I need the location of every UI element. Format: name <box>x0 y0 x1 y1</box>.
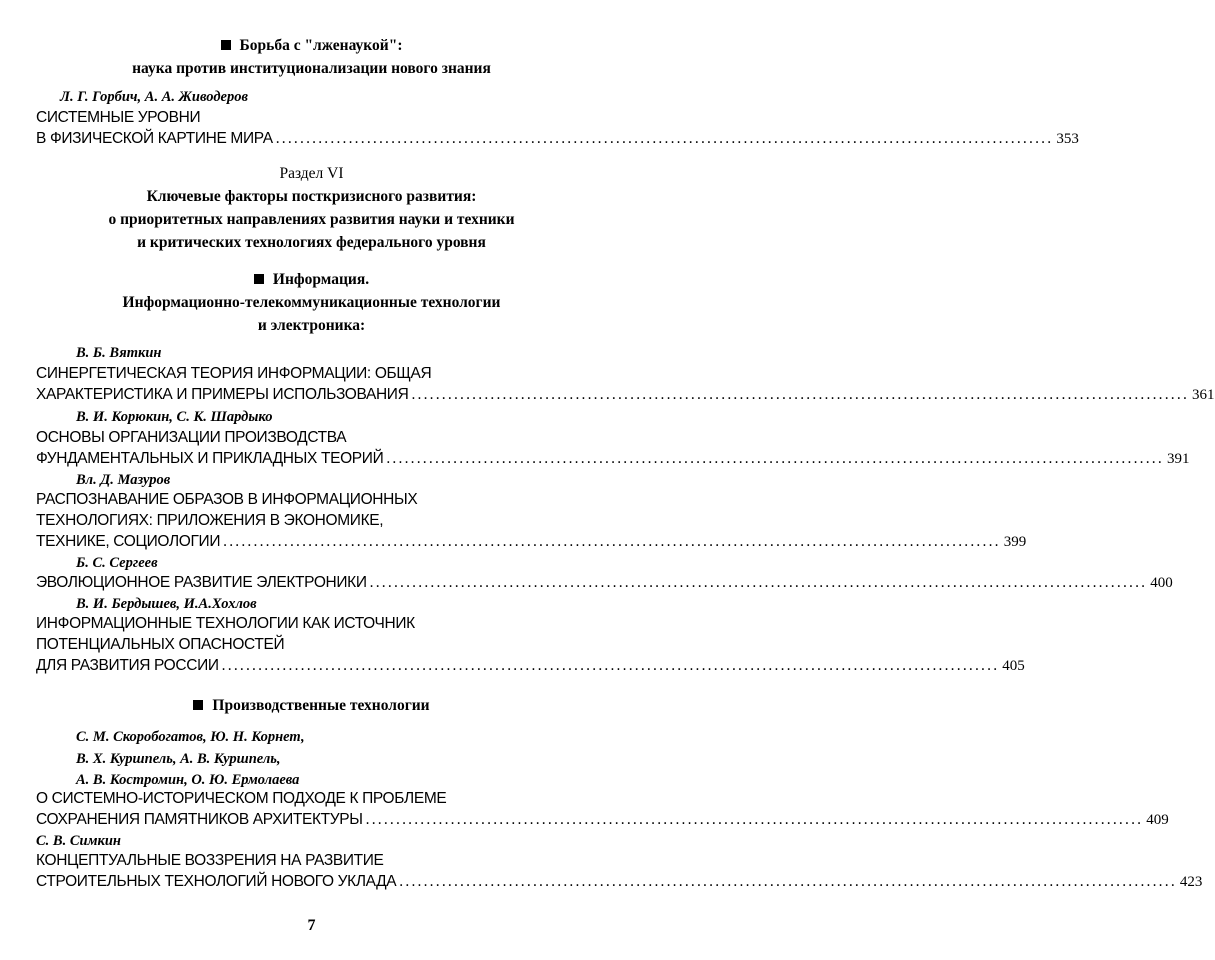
entry-authors: В. Б. Вяткин <box>76 345 162 361</box>
leader-dots: ................................................................................................................................ <box>275 130 1054 147</box>
entry-title-line: ИНФОРМАЦИОННЫЕ ТЕХНОЛОГИИ КАК ИСТОЧНИК <box>36 615 415 632</box>
section-heading-line2: наука против институционализации нового знания <box>132 60 491 77</box>
entry-title-line: ДЛЯ РАЗВИТИЯ РОССИИ <box>36 657 219 674</box>
square-bullet-icon <box>221 40 231 50</box>
entry-authors: С. В. Симкин <box>36 833 121 849</box>
part-title-line: и критических технологиях федерального уровня <box>137 234 486 251</box>
section-heading-text: Информация. <box>272 271 370 288</box>
entry-title-line: СИНЕРГЕТИЧЕСКАЯ ТЕОРИЯ ИНФОРМАЦИИ: ОБЩАЯ <box>36 365 432 382</box>
entry-title-line: ФУНДАМЕНТАЛЬНЫХ И ПРИКЛАДНЫХ ТЕОРИЙ <box>36 450 384 467</box>
entry-title-line: В ФИЗИЧЕСКОЙ КАРТИНЕ МИРА <box>36 130 273 147</box>
entry-title-line: СОХРАНЕНИЯ ПАМЯТНИКОВ АРХИТЕКТУРЫ <box>36 811 363 828</box>
leader-dots: ................................................................................................................................ <box>386 450 1164 467</box>
leader-dots: ................................................................................................................................ <box>223 533 1001 550</box>
page-ref: 405 <box>1002 658 1025 674</box>
entry-authors: Л. Г. Горбич, А. А. Живодеров <box>60 89 248 105</box>
entry-authors: Вл. Д. Мазуров <box>76 472 171 488</box>
leader-dots: ................................................................................................................................ <box>411 386 1190 403</box>
page-ref: 409 <box>1146 812 1169 828</box>
page-ref: 400 <box>1150 575 1173 591</box>
section-heading-line1 <box>0 38 623 54</box>
entry-authors: В. Х. Куршпель, А. В. Куршпель, <box>76 751 281 767</box>
toc-entry-row <box>36 811 1169 828</box>
page-number: 7 <box>307 917 316 934</box>
section-heading-line2: Информационно-телекоммуникационные технологии <box>122 294 501 311</box>
leader-dots: ................................................................................................................................ <box>221 657 1000 674</box>
page-ref: 361 <box>1192 387 1215 403</box>
square-bullet-icon <box>254 274 264 284</box>
entry-authors: В. И. Бердышев, И.А.Хохлов <box>76 596 257 612</box>
entry-title-line: ЭВОЛЮЦИОННОЕ РАЗВИТИЕ ЭЛЕКТРОНИКИ <box>36 574 367 591</box>
part-title-line: Ключевые факторы посткризисного развития: <box>146 188 477 205</box>
entry-title-line: РАСПОЗНАВАНИЕ ОБРАЗОВ В ИНФОРМАЦИОННЫХ <box>36 491 418 508</box>
leader-dots: ................................................................................................................................ <box>365 811 1144 828</box>
toc-entry-row <box>36 657 1025 674</box>
entry-title-line: ПОТЕНЦИАЛЬНЫХ ОПАСНОСТЕЙ <box>36 636 285 653</box>
section-heading-text: Производственные технологии <box>212 697 430 714</box>
page-ref: 399 <box>1003 534 1027 550</box>
entry-title-line: ХАРАКТЕРИСТИКА И ПРИМЕРЫ ИСПОЛЬЗОВАНИЯ <box>36 386 409 403</box>
part-title-line: о приоритетных направлениях развития науки и техники <box>108 211 515 228</box>
entry-title-line: КОНЦЕПТУАЛЬНЫЕ ВОЗЗРЕНИЯ НА РАЗВИТИЕ <box>36 852 384 869</box>
toc-entry-row <box>36 873 1203 890</box>
entry-authors: Б. С. Сергеев <box>76 555 158 571</box>
page-ref: 391 <box>1166 451 1190 467</box>
entry-title-line: СТРОИТЕЛЬНЫХ ТЕХНОЛОГИЙ НОВОГО УКЛАДА <box>36 873 397 890</box>
part-label: Раздел VI <box>279 165 344 182</box>
entry-authors: С. М. Скоробогатов, Ю. Н. Корнет, <box>76 729 305 745</box>
entry-title-line: ТЕХНОЛОГИЯХ: ПРИЛОЖЕНИЯ В ЭКОНОМИКЕ, <box>36 512 384 529</box>
square-bullet-icon <box>193 700 203 710</box>
toc-entry-row <box>36 130 1079 147</box>
entry-title-line: ОСНОВЫ ОРГАНИЗАЦИИ ПРОИЗВОДСТВА <box>36 429 347 446</box>
leader-dots: ................................................................................................................................ <box>399 873 1177 890</box>
toc-entry-row <box>36 386 1215 403</box>
section-heading-line3: и электроника: <box>257 317 366 334</box>
entry-title-line: ТЕХНИКЕ, СОЦИОЛОГИИ <box>36 533 221 550</box>
page-ref: 423 <box>1179 874 1203 890</box>
section-heading-line1 <box>0 272 623 288</box>
entry-title-line: СИСТЕМНЫЕ УРОВНИ <box>36 109 201 126</box>
entry-authors: А. В. Костромин, О. Ю. Ермолаева <box>76 772 300 788</box>
toc-entry-row <box>36 533 1027 550</box>
toc-entry-row <box>36 574 1173 591</box>
entry-authors: В. И. Корюкин, С. К. Шардыко <box>76 409 273 425</box>
leader-dots: ................................................................................................................................ <box>369 574 1148 591</box>
section-heading <box>0 698 623 714</box>
page-ref: 353 <box>1056 131 1079 147</box>
section-heading-text: Борьба с "лженаукой": <box>239 37 403 54</box>
entry-title-line: О СИСТЕМНО-ИСТОРИЧЕСКОМ ПОДХОДЕ К ПРОБЛЕМЕ <box>36 790 447 807</box>
toc-entry-row <box>36 450 1190 467</box>
